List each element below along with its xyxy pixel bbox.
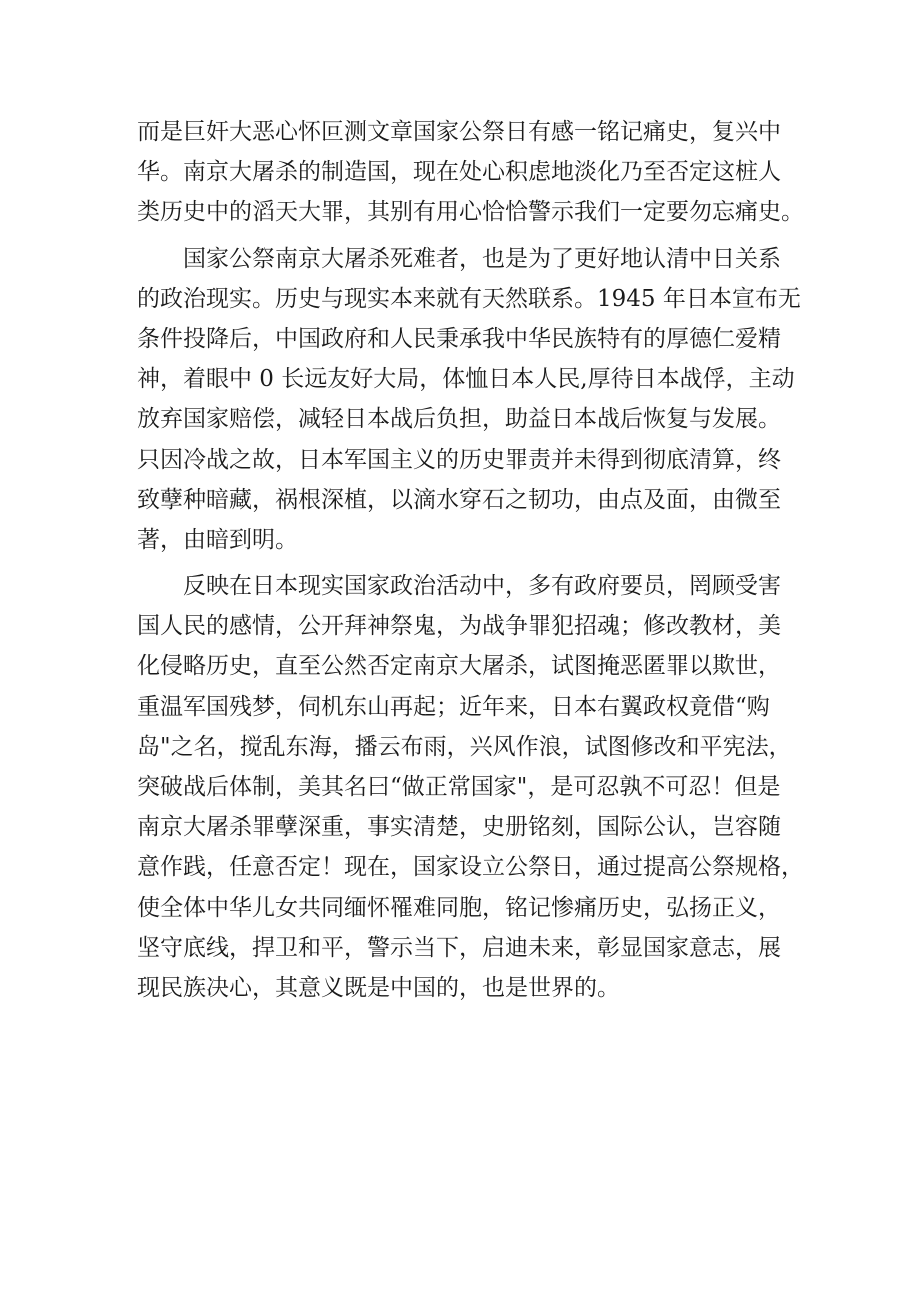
text-line: 神，着眼中 0 长远友好大局，体恤日本人民,厚待日本战俘，主动 — [137, 366, 795, 393]
text-line: 类历史中的滔天大罪，其别有用心恰恰警示我们一定要勿忘痛史。 — [137, 199, 804, 226]
text-line: 突破战后体制，美其名曰“做正常国家"，是可忍孰不可忍！但是 — [137, 774, 781, 800]
text-line: 反映在日本现实国家政治活动中，多有政府要员，罔顾受害 — [137, 573, 781, 600]
text-line: 南京大屠杀罪孽深重，事实清楚，史册铭刻，国际公认，岂容随 — [137, 814, 781, 841]
text-line: 国人民的感情，公开拜神祭鬼，为战争罪犯招魂；修改教材，美 — [137, 613, 781, 640]
text-line: 而是巨奸大恶心怀叵测文章国家公祭日有感一铭记痛史，复兴中 — [137, 119, 781, 145]
text-line: 化侵略历史，直至公然否定南京大屠杀，试图掩恶匿罪以欺世， — [137, 653, 781, 680]
text-line: 条件投降后，中国政府和人民秉承我中华民族特有的厚德仁爱精 — [137, 325, 781, 352]
text-line: 岛"之名，搅乱东海，播云布雨，兴风作浪，试图修改和平宪法， — [137, 733, 792, 760]
text-line: 重温军国残梦，伺机东山再起；近年来，日本右翼政权竟借“购 — [137, 693, 770, 720]
text-line: 华。南京大屠杀的制造国，现在处心积虑地淡化乃至否定这桩人 — [137, 159, 781, 186]
text-line: 致孽种暗藏，祸根深植，以滴水穿石之韧功，由点及面，由微至 — [137, 486, 781, 513]
text-line: 意作践，任意否定！现在，国家设立公祭日，通过提高公祭规格， — [137, 854, 804, 881]
text-line: 的政治现实。历史与现实本来就有天然联系。1945 年日本宣布无 — [137, 285, 801, 312]
document-body — [137, 112, 804, 1008]
text-line: 放弃国家赔偿，减轻日本战后负担，助益日本战后恢复与发展。 — [137, 406, 781, 433]
text-line: 国家公祭南京大屠杀死难者，也是为了更好地认清中日关系 — [137, 245, 781, 272]
text-line: 使全体中华儿女共同缅怀罹难同胞，铭记惨痛历史，弘扬正义， — [137, 894, 781, 921]
text-line: 坚守底线，捍卫和平，警示当下，启迪未来，彰显国家意志，展 — [137, 934, 781, 961]
text-line: 只因冷战之故，日本军国主义的历史罪责并未得到彻底清算，终 — [137, 446, 781, 473]
text-line: 现民族决心，其意义既是中国的，也是世界的。 — [137, 974, 620, 1001]
text-line: 著，由暗到明。 — [137, 526, 298, 553]
